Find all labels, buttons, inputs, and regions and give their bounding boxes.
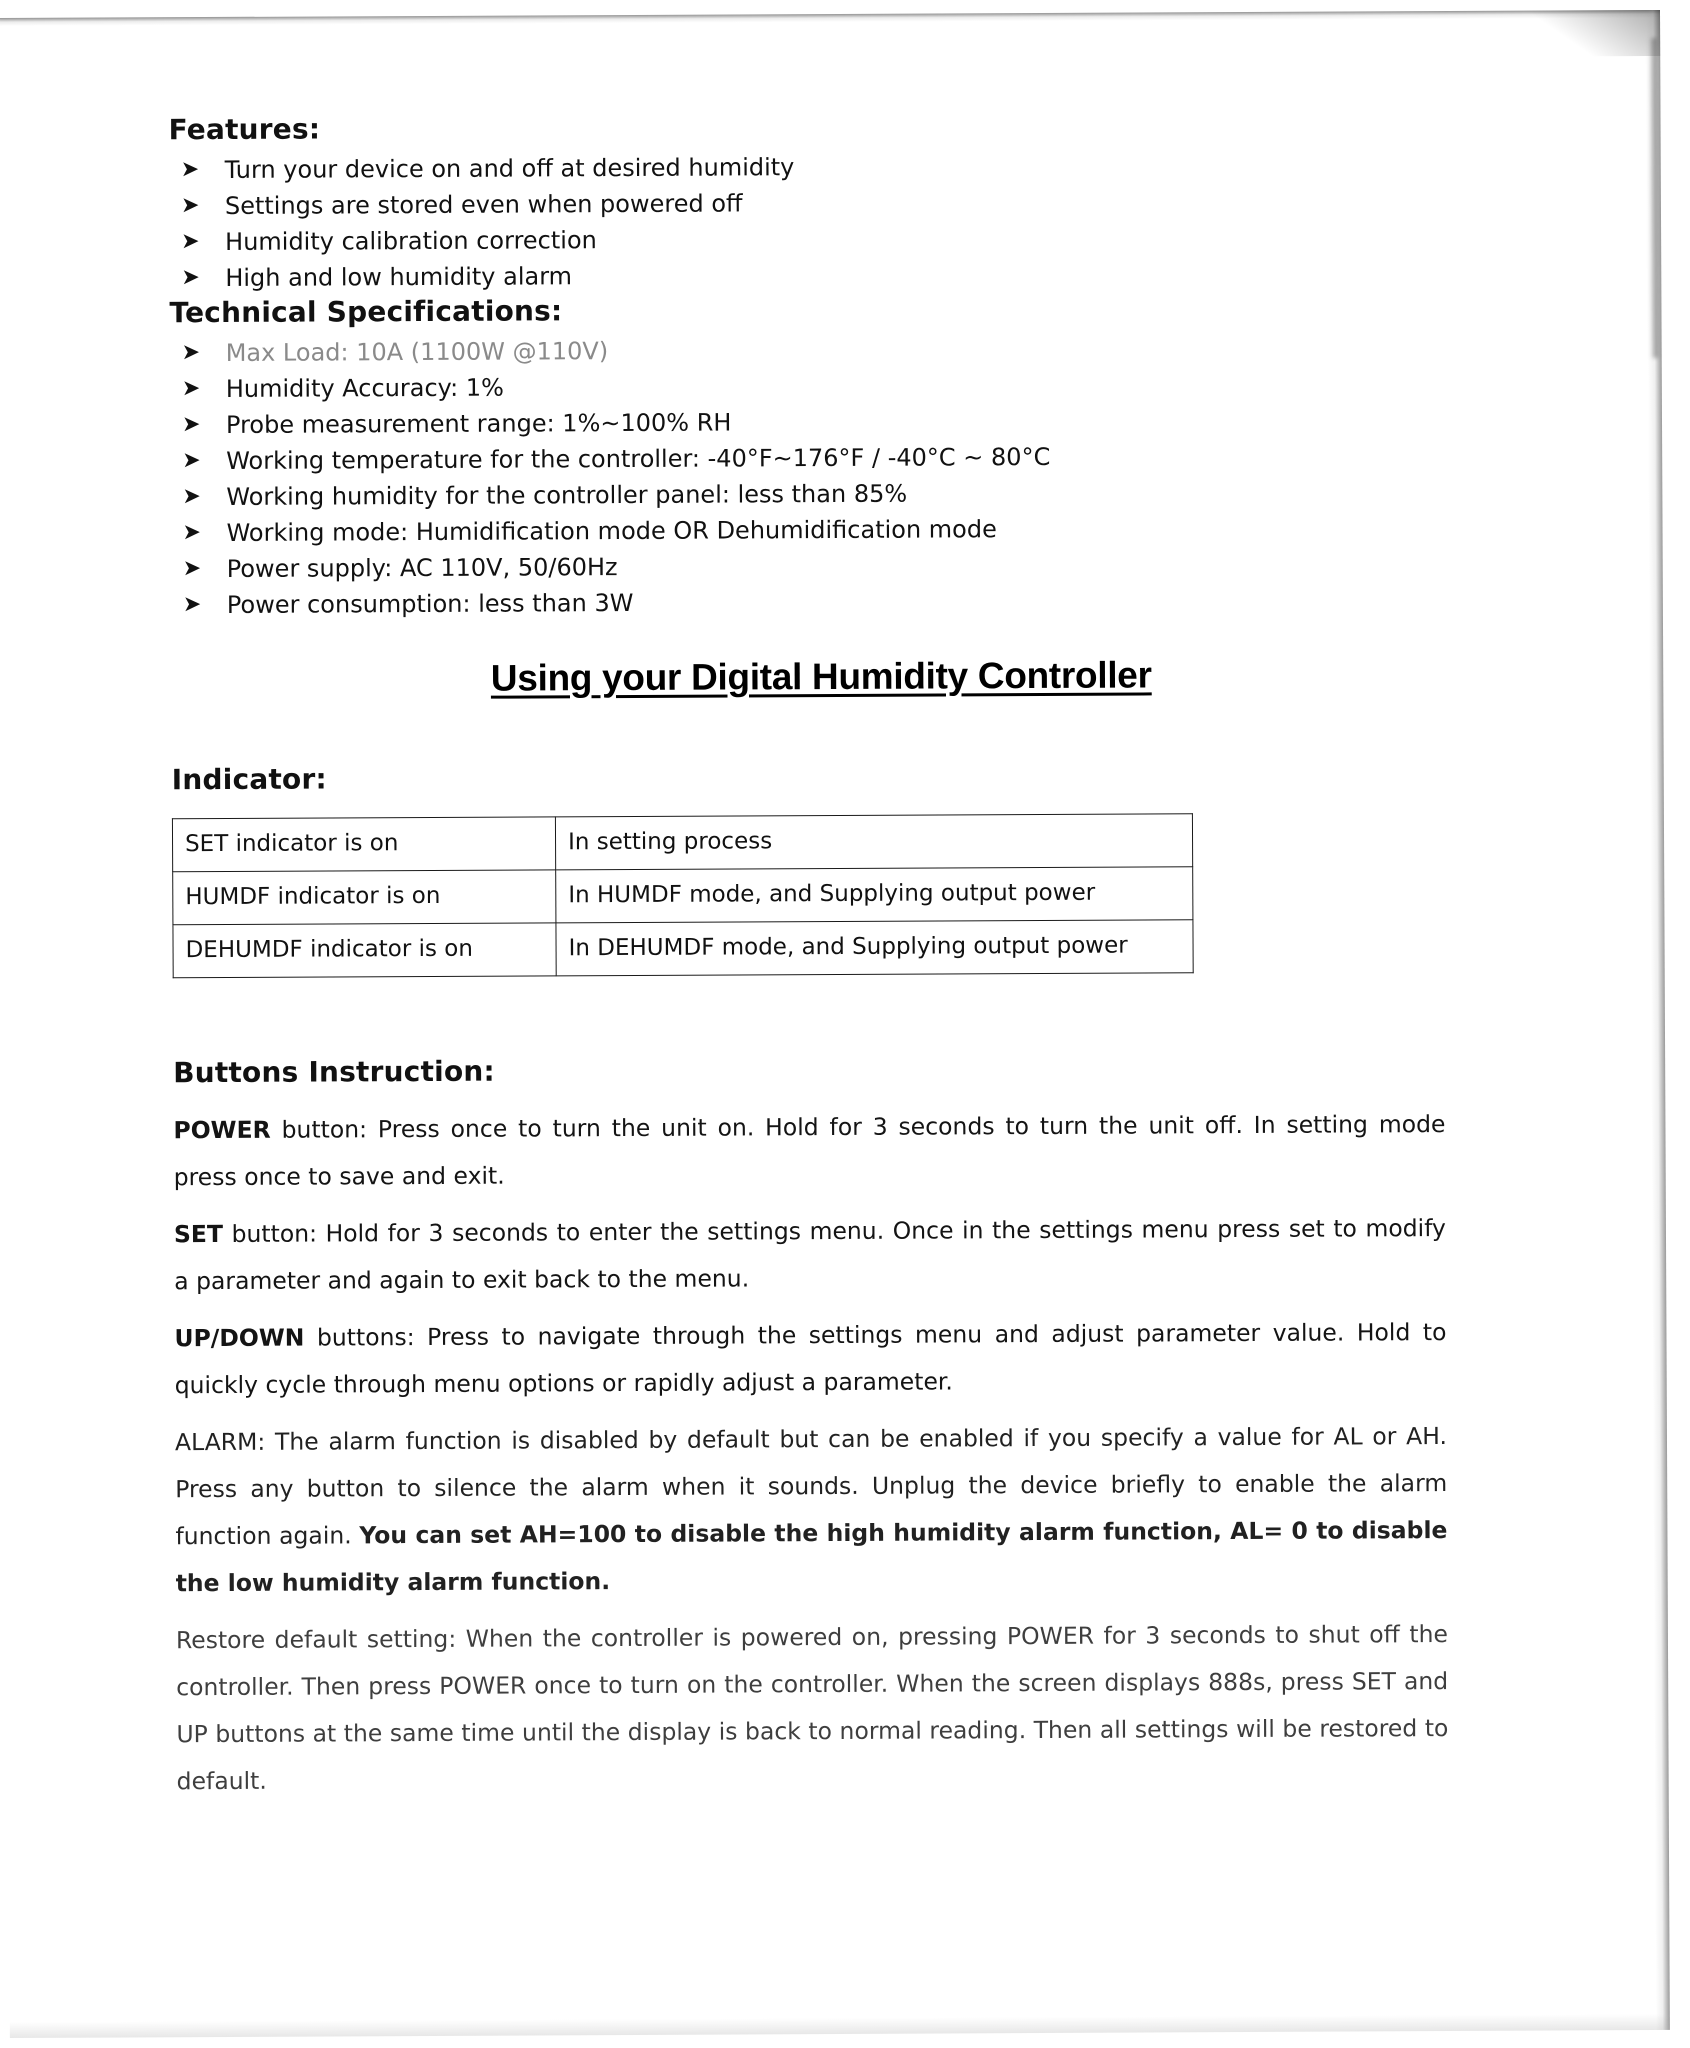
- tech-spec-text: Power consumption: less than 3W: [226, 588, 634, 619]
- buttons-instruction-section: [173, 1050, 1477, 1805]
- arrow-bullet-icon: ➤: [181, 340, 201, 366]
- features-item-text: Turn your device on and off at desired humidity: [224, 153, 795, 184]
- table-row: [173, 920, 1193, 978]
- updown-button-text: buttons: Press to navigate through the settings menu and adjust parameter value. Hold to quickly cycle through menu options or rapidly adjust a parameter.: [174, 1318, 1447, 1400]
- updown-button-label: UP/DOWN: [174, 1323, 305, 1353]
- indicator-meaning-cell: In setting process: [555, 814, 1192, 870]
- arrow-bullet-icon: ➤: [180, 157, 200, 183]
- features-item-text: Settings are stored even when powered off: [224, 189, 743, 220]
- tech-spec-text: Humidity Accuracy: 1%: [225, 373, 504, 403]
- arrow-bullet-icon: ➤: [182, 448, 201, 474]
- features-heading: Features:: [168, 112, 321, 147]
- arrow-bullet-icon: ➤: [181, 265, 200, 291]
- indicator-condition-cell: SET indicator is on: [172, 817, 555, 872]
- features-list: [169, 146, 1470, 296]
- power-button-text: button: Press once to turn the unit on. Hold for 3 seconds to turn the unit off. In setting mode press once to save and exit.: [173, 1110, 1446, 1192]
- restore-default-paragraph: [176, 1611, 1449, 1805]
- arrow-bullet-icon: ➤: [182, 484, 201, 510]
- indicator-meaning-cell: In DEHUMDF mode, and Supplying output power: [556, 920, 1193, 976]
- arrow-bullet-icon: ➤: [182, 520, 202, 546]
- set-button-text: button: Hold for 3 seconds to enter the settings menu. Once in the settings menu press set to modify a parameter and again to exit back to the menu.: [174, 1214, 1447, 1296]
- tech-spec-text: Power supply: AC 110V, 50/60Hz: [226, 553, 618, 583]
- alarm-label: ALARM: [174, 1427, 258, 1457]
- tech-spec-text: Working mode: Humidification mode OR Dehumidification mode: [226, 515, 997, 547]
- indicator-condition-cell: DEHUMDF indicator is on: [173, 923, 556, 978]
- tech-spec-text: Working humidity for the controller panel: less than 85%: [226, 479, 908, 511]
- arrow-bullet-icon: ➤: [181, 376, 201, 402]
- alarm-bold-note: You can set AH=100 to disable the high humidity alarm function, AL= 0 to disable the low humidity alarm function.: [175, 1516, 1448, 1598]
- updown-button-paragraph: [174, 1309, 1446, 1409]
- alarm-text: : The alarm function is disabled by default but can be enabled if you specify a value for AL or AH. Press any button to silence the alarm when it sounds. Unplug the device briefly to enable the alarm function again.: [175, 1422, 1448, 1551]
- technical-specifications-heading: Technical Specifications:: [169, 294, 563, 330]
- power-button-label: POWER: [173, 1115, 271, 1145]
- tech-spec-text: Probe measurement range: 1%~100% RH: [225, 408, 732, 439]
- indicator-meaning-cell: In HUMDF mode, and Supplying output power: [556, 867, 1193, 923]
- set-button-label: SET: [173, 1219, 224, 1249]
- page-title: Using your Digital Humidity Controller: [490, 654, 1152, 699]
- indicator-section: [172, 757, 1473, 978]
- restore-default-label: Restore default setting: [175, 1624, 449, 1655]
- indicator-condition-cell: HUMDF indicator is on: [173, 870, 556, 925]
- indicator-heading: Indicator:: [171, 762, 327, 797]
- power-button-paragraph: [173, 1101, 1445, 1201]
- arrow-bullet-icon: ➤: [181, 412, 201, 438]
- arrow-bullet-icon: ➤: [182, 592, 202, 618]
- table-row: [172, 814, 1192, 872]
- arrow-bullet-icon: ➤: [182, 556, 202, 582]
- technical-specifications-list: [170, 329, 1471, 623]
- arrow-bullet-icon: ➤: [181, 229, 200, 255]
- tech-spec-item: [171, 581, 1471, 623]
- arrow-bullet-icon: ➤: [180, 193, 200, 219]
- scan-edge-bottom: [10, 2014, 1670, 2038]
- features-item-text: High and low humidity alarm: [225, 262, 573, 292]
- table-row: [173, 867, 1193, 925]
- document-content: [168, 107, 1476, 1805]
- scan-edge-corner: [1510, 10, 1660, 57]
- indicator-table: [172, 813, 1194, 978]
- features-item-text: Humidity calibration correction: [225, 226, 597, 256]
- tech-spec-text: Working temperature for the controller: -40°F~176°F / -40°C ~ 80°C: [226, 442, 1051, 475]
- set-button-paragraph: [174, 1205, 1446, 1305]
- tech-spec-text: Max Load: 10A (1100W @110V): [225, 337, 609, 367]
- alarm-paragraph: [175, 1413, 1448, 1607]
- features-list-item: [169, 254, 1469, 296]
- restore-default-text: : When the controller is powered on, pressing POWER for 3 seconds to shut off the controller. Then press POWER once to turn on the controller. When the screen displays 888s, press SET and UP buttons at the same time until the display is back to normal reading. Then all settings will be restored to default.: [176, 1619, 1449, 1796]
- buttons-instruction-heading: Buttons Instruction:: [173, 1054, 495, 1090]
- paper-sheet: [0, 10, 1670, 2038]
- scan-edge-top: [0, 10, 1660, 26]
